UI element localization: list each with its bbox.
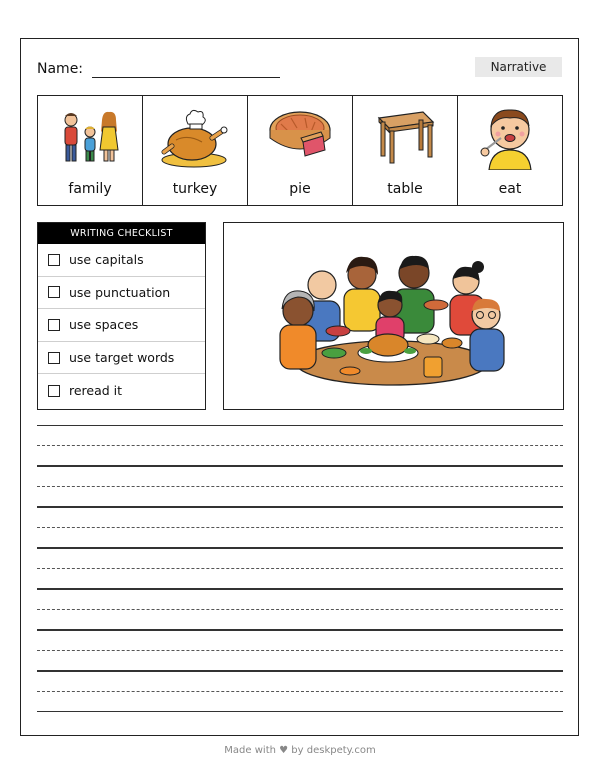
writing-checklist [37,222,206,410]
checklist-item-label: use punctuation [69,284,171,300]
vocab-card-table [353,96,458,205]
checkbox[interactable] [48,286,60,298]
family-icon [55,106,125,168]
checklist-item[interactable] [38,342,205,375]
handwriting-line[interactable] [37,507,563,548]
checkbox[interactable] [48,319,60,331]
turkey-icon [158,106,232,170]
writing-lines[interactable] [37,425,563,712]
vocab-word: eat [498,181,522,197]
worksheet [20,38,579,736]
name-label: Name: [37,61,84,77]
checklist-item[interactable] [38,244,205,277]
picture-frame [223,222,564,410]
eating-child-icon [479,106,541,170]
checklist-item[interactable] [38,309,205,342]
heart-icon: ♥ [279,745,289,756]
checklist-item-label: use spaces [69,317,139,333]
pie-icon [267,106,333,166]
vocab-card-pie [248,96,353,205]
checklist-item[interactable] [38,277,205,310]
checkbox[interactable] [48,385,60,397]
handwriting-line[interactable] [37,425,563,466]
family-dinner-illustration [224,223,562,408]
handwriting-line[interactable] [37,589,563,630]
vocab-card-turkey [143,96,248,205]
genre-badge: Narrative [475,57,562,77]
handwriting-line[interactable] [37,671,563,712]
handwriting-line[interactable] [37,466,563,507]
footer-made-with: Made with [224,745,276,756]
footer [0,745,600,756]
table-icon [373,106,437,166]
vocab-word: family [68,181,112,197]
checklist-item[interactable] [38,374,205,407]
checklist-title: WRITING CHECKLIST [38,223,205,244]
vocab-card-family [38,96,143,205]
checklist-item-label: use target words [69,350,175,366]
checkbox[interactable] [48,254,60,266]
vocab-card-eat [458,96,562,205]
footer-site[interactable]: by deskpety.com [291,745,376,756]
vocabulary-strip [37,95,563,206]
checkbox[interactable] [48,352,60,364]
vocab-word: turkey [172,181,218,197]
checklist-item-label: reread it [69,383,123,399]
checklist-item-label: use capitals [69,252,144,268]
handwriting-line[interactable] [37,630,563,671]
vocab-word: pie [289,181,311,197]
vocab-word: table [387,181,423,197]
name-row [37,61,83,77]
handwriting-line[interactable] [37,548,563,589]
name-line[interactable] [92,77,280,78]
